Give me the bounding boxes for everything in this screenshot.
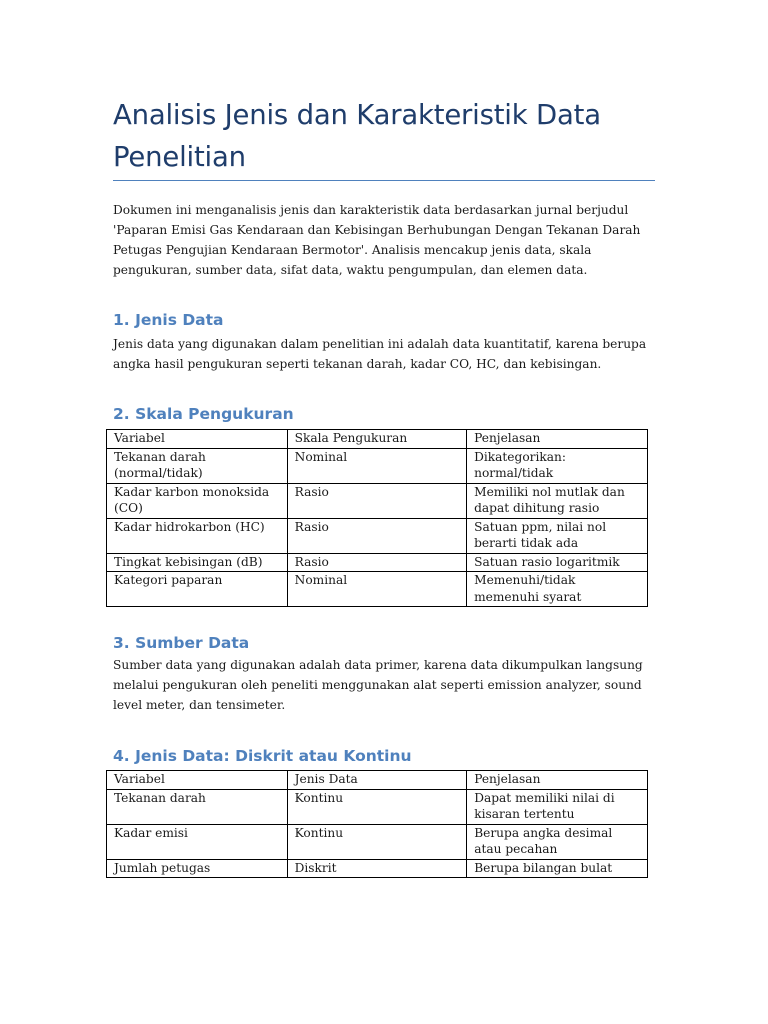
- table-cell: Diskrit: [287, 859, 467, 878]
- table-header-cell: Penjelasan: [467, 771, 648, 790]
- table-skala-pengukuran: [106, 429, 648, 607]
- table-row: [107, 824, 648, 859]
- table-cell: Kadar emisi: [107, 824, 288, 859]
- table-cell: Tingkat kebisingan (dB): [107, 553, 288, 572]
- table-header-row: [107, 771, 648, 790]
- table-cell: Berupa angka desimal atau pecahan: [467, 824, 648, 859]
- table-cell: Satuan rasio logaritmik: [467, 553, 648, 572]
- table-row: [107, 553, 648, 572]
- section-heading-skala-pengukuran: 2. Skala Pengukuran: [113, 405, 294, 423]
- section-heading-jenis-data: 1. Jenis Data: [113, 311, 224, 329]
- title-underline: [113, 180, 655, 181]
- table-cell: Tekanan darah (normal/tidak): [107, 448, 288, 483]
- table-cell: Nominal: [287, 448, 466, 483]
- table-cell: Kontinu: [287, 824, 467, 859]
- table-cell: Jumlah petugas: [107, 859, 288, 878]
- table-row: [107, 448, 648, 483]
- table-header-cell: Variabel: [107, 771, 288, 790]
- table-cell: Dikategorikan: normal/tidak: [467, 448, 648, 483]
- table-row: [107, 518, 648, 553]
- table-cell: Berupa bilangan bulat: [467, 859, 648, 878]
- section-paragraph-sumber-data: Sumber data yang digunakan adalah data primer, karena data dikumpulkan langsung melalui pengukuran oleh peneliti menggunakan alat seperti emission analyzer, sound level meter, dan tensimeter.: [113, 658, 643, 712]
- table-cell: Kategori paparan: [107, 572, 288, 607]
- table-row: [107, 859, 648, 878]
- section-paragraph-jenis-data: Jenis data yang digunakan dalam penelitian ini adalah data kuantitatif, karena berupa angka hasil pengukuran seperti tekanan darah, kadar CO, HC, dan kebisingan.: [113, 337, 647, 371]
- table-header-cell: Penjelasan: [467, 430, 648, 449]
- table-cell: Tekanan darah: [107, 789, 288, 824]
- table-cell: Kadar hidrokarbon (HC): [107, 518, 288, 553]
- table-header-cell: Jenis Data: [287, 771, 467, 790]
- table-cell: Satuan ppm, nilai nol berarti tidak ada: [467, 518, 648, 553]
- table-header-row: [107, 430, 648, 449]
- table-cell: Kadar karbon monoksida (CO): [107, 483, 288, 518]
- table-row: [107, 483, 648, 518]
- table-cell: Rasio: [287, 553, 466, 572]
- table-row: [107, 572, 648, 607]
- table-cell: Dapat memiliki nilai di kisaran tertentu: [467, 789, 648, 824]
- table-cell: Memiliki nol mutlak dan dapat dihitung rasio: [467, 483, 648, 518]
- table-cell: Memenuhi/tidak memenuhi syarat: [467, 572, 648, 607]
- section-heading-sumber-data: 3. Sumber Data: [113, 634, 250, 652]
- table-cell: Kontinu: [287, 789, 467, 824]
- document-title: Analisis Jenis dan Karakteristik Data Penelitian: [113, 99, 601, 173]
- table-diskrit-kontinu: [106, 770, 648, 878]
- table-cell: Rasio: [287, 483, 466, 518]
- intro-paragraph: Dokumen ini menganalisis jenis dan karakteristik data berdasarkan jurnal berjudul 'Paparan Emisi Gas Kendaraan dan Kebisingan Berhubungan Dengan Tekanan Darah Petugas Pengujian Kendaraan Bermotor'. Analisis mencakup jenis data, skala pengukuran, sumber data, sifat data, waktu pengumpulan, dan elemen data.: [113, 203, 641, 277]
- table-header-cell: Skala Pengukuran: [287, 430, 466, 449]
- table-cell: Nominal: [287, 572, 466, 607]
- table-row: [107, 789, 648, 824]
- table-header-cell: Variabel: [107, 430, 288, 449]
- section-heading-diskrit-kontinu: 4. Jenis Data: Diskrit atau Kontinu: [113, 747, 412, 765]
- table-cell: Rasio: [287, 518, 466, 553]
